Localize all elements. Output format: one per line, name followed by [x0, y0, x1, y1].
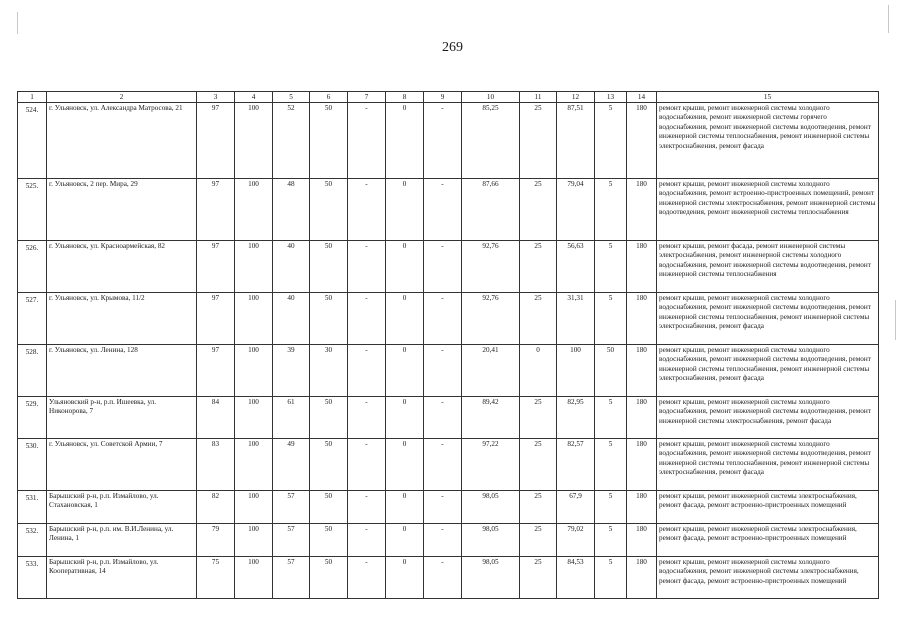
column-header: 15: [657, 92, 879, 103]
table-row: [18, 293, 879, 345]
value-cell: 100: [235, 103, 273, 179]
value-cell: -: [424, 397, 462, 439]
value-cell: -: [424, 293, 462, 345]
value-cell: -: [424, 345, 462, 397]
row-number: 527.: [18, 293, 47, 345]
value-cell: 92,76: [462, 293, 520, 345]
table-row: [18, 241, 879, 293]
value-cell: 25: [520, 179, 557, 241]
table-row: [18, 345, 879, 397]
column-header: 7: [348, 92, 386, 103]
value-cell: 20,41: [462, 345, 520, 397]
page-number: 269: [442, 40, 463, 55]
value-cell: 100: [235, 397, 273, 439]
table-row: [18, 103, 879, 179]
column-header: 13: [595, 92, 627, 103]
row-number: 532.: [18, 524, 47, 557]
row-number: 528.: [18, 345, 47, 397]
value-cell: 25: [520, 439, 557, 491]
value-cell: 57: [273, 524, 310, 557]
value-cell: 83: [197, 439, 235, 491]
value-cell: 97: [197, 345, 235, 397]
value-cell: -: [424, 524, 462, 557]
value-cell: 82,57: [557, 439, 595, 491]
value-cell: 79,04: [557, 179, 595, 241]
value-cell: 25: [520, 557, 557, 599]
column-header: 1: [18, 92, 47, 103]
column-header: 10: [462, 92, 520, 103]
value-cell: 25: [520, 524, 557, 557]
value-cell: 100: [235, 241, 273, 293]
address-cell: Ульяновский р-н, р.п. Ишеевка, ул. Никонорова, 7: [47, 397, 197, 439]
works-cell: ремонт крыши, ремонт инженерной системы холодного водоснабжения, ремонт инженерной системы водоотведения, ремонт инженерной системы теплоснабжения, ремонт инженерной системы электроснабжения, ремонт фасада: [657, 439, 879, 491]
column-header: 8: [386, 92, 424, 103]
value-cell: 39: [273, 345, 310, 397]
value-cell: -: [348, 241, 386, 293]
table-row: [18, 179, 879, 241]
column-header: 12: [557, 92, 595, 103]
value-cell: -: [424, 557, 462, 599]
value-cell: 79: [197, 524, 235, 557]
value-cell: 25: [520, 491, 557, 524]
value-cell: -: [424, 491, 462, 524]
value-cell: -: [348, 179, 386, 241]
value-cell: 25: [520, 397, 557, 439]
value-cell: 84: [197, 397, 235, 439]
value-cell: 82,95: [557, 397, 595, 439]
table-row: [18, 491, 879, 524]
value-cell: -: [348, 345, 386, 397]
address-cell: г. Ульяновск, ул. Крымова, 11/2: [47, 293, 197, 345]
address-cell: Барышский р-н, р.п. Измайлово, ул. Стахановская, 1: [47, 491, 197, 524]
value-cell: 5: [595, 397, 627, 439]
scan-edge-mark: [17, 12, 18, 34]
value-cell: 0: [386, 293, 424, 345]
value-cell: 5: [595, 293, 627, 345]
value-cell: 100: [235, 557, 273, 599]
value-cell: 180: [627, 293, 657, 345]
table-row: [18, 397, 879, 439]
value-cell: 97: [197, 103, 235, 179]
value-cell: 0: [386, 557, 424, 599]
value-cell: 180: [627, 557, 657, 599]
repair-program-table: [17, 91, 879, 599]
value-cell: 50: [595, 345, 627, 397]
repair-program-table-wrapper: [17, 91, 878, 599]
value-cell: 50: [310, 439, 348, 491]
row-number: 526.: [18, 241, 47, 293]
address-cell: г. Ульяновск, ул. Советской Армии, 7: [47, 439, 197, 491]
value-cell: 84,53: [557, 557, 595, 599]
value-cell: -: [424, 179, 462, 241]
value-cell: 98,05: [462, 491, 520, 524]
address-cell: Барышский р-н, р.п. им. В.И.Ленина, ул. Ленина, 1: [47, 524, 197, 557]
value-cell: -: [348, 524, 386, 557]
scan-edge-mark: [895, 300, 896, 340]
works-cell: ремонт крыши, ремонт инженерной системы холодного водоснабжения, ремонт инженерной системы электроснабжения, ремонт фасада, ремонт встроенно-пристроенных помещений: [657, 557, 879, 599]
value-cell: -: [348, 491, 386, 524]
value-cell: 75: [197, 557, 235, 599]
works-cell: ремонт крыши, ремонт инженерной системы электроснабжения, ремонт фасада, ремонт встроенно-пристроенных помещений: [657, 491, 879, 524]
value-cell: 0: [386, 103, 424, 179]
works-cell: ремонт крыши, ремонт инженерной системы холодного водоснабжения, ремонт инженерной системы горячего водоснабжения, ремонт инженерной системы водоотведения, ремонт инженерной системы теплоснабжения, ремонт инженерной системы электроснабжения, ремонт фасада: [657, 103, 879, 179]
value-cell: 25: [520, 103, 557, 179]
value-cell: 180: [627, 345, 657, 397]
value-cell: -: [348, 557, 386, 599]
works-cell: ремонт крыши, ремонт инженерной системы холодного водоснабжения, ремонт инженерной системы водоотведения, ремонт инженерной системы теплоснабжения, ремонт инженерной системы электроснабжения, ремонт фасада: [657, 293, 879, 345]
address-cell: г. Ульяновск, 2 пер. Мира, 29: [47, 179, 197, 241]
value-cell: 87,51: [557, 103, 595, 179]
value-cell: 61: [273, 397, 310, 439]
value-cell: 0: [386, 491, 424, 524]
value-cell: 50: [310, 397, 348, 439]
value-cell: 0: [386, 439, 424, 491]
value-cell: 5: [595, 103, 627, 179]
value-cell: 100: [235, 293, 273, 345]
value-cell: 180: [627, 524, 657, 557]
value-cell: 82: [197, 491, 235, 524]
value-cell: 100: [235, 345, 273, 397]
works-cell: ремонт крыши, ремонт инженерной системы холодного водоснабжения, ремонт встроенно-пристроенных помещений, ремонт инженерной системы электроснабжения, ремонт инженерной системы водоотведения, ремонт инженерной системы теплоснабжения: [657, 179, 879, 241]
value-cell: 50: [310, 491, 348, 524]
column-number-row: [18, 92, 879, 103]
value-cell: 50: [310, 241, 348, 293]
value-cell: 180: [627, 397, 657, 439]
value-cell: 25: [520, 241, 557, 293]
value-cell: -: [424, 241, 462, 293]
value-cell: 0: [386, 241, 424, 293]
scan-edge-mark: [888, 5, 889, 33]
value-cell: 0: [386, 345, 424, 397]
value-cell: 180: [627, 491, 657, 524]
value-cell: 5: [595, 524, 627, 557]
value-cell: 50: [310, 557, 348, 599]
column-header: 14: [627, 92, 657, 103]
value-cell: 48: [273, 179, 310, 241]
works-cell: ремонт крыши, ремонт инженерной системы холодного водоснабжения, ремонт инженерной системы водоотведения, ремонт инженерной системы теплоснабжения, ремонт инженерной системы электроснабжения, ремонт фасада: [657, 345, 879, 397]
value-cell: 100: [235, 439, 273, 491]
address-cell: г. Ульяновск, ул. Ленина, 128: [47, 345, 197, 397]
value-cell: 5: [595, 241, 627, 293]
value-cell: 50: [310, 293, 348, 345]
value-cell: 5: [595, 557, 627, 599]
row-number: 533.: [18, 557, 47, 599]
value-cell: 50: [310, 524, 348, 557]
value-cell: 67,9: [557, 491, 595, 524]
value-cell: 97: [197, 293, 235, 345]
value-cell: 50: [310, 103, 348, 179]
address-cell: г. Ульяновск, ул. Красноармейская, 82: [47, 241, 197, 293]
row-number: 524.: [18, 103, 47, 179]
address-cell: г. Ульяновск, ул. Александра Матросова, 21: [47, 103, 197, 179]
value-cell: 180: [627, 179, 657, 241]
value-cell: 0: [386, 179, 424, 241]
value-cell: 0: [386, 524, 424, 557]
row-number: 531.: [18, 491, 47, 524]
table-row: [18, 524, 879, 557]
value-cell: 97: [197, 179, 235, 241]
value-cell: 0: [386, 397, 424, 439]
value-cell: 50: [310, 179, 348, 241]
value-cell: -: [348, 397, 386, 439]
value-cell: 5: [595, 179, 627, 241]
works-cell: ремонт крыши, ремонт инженерной системы электроснабжения, ремонт фасада, ремонт встроенно-пристроенных помещений: [657, 524, 879, 557]
value-cell: -: [348, 293, 386, 345]
row-number: 530.: [18, 439, 47, 491]
value-cell: 180: [627, 103, 657, 179]
value-cell: 0: [520, 345, 557, 397]
value-cell: 57: [273, 491, 310, 524]
value-cell: 5: [595, 491, 627, 524]
value-cell: -: [348, 439, 386, 491]
value-cell: 30: [310, 345, 348, 397]
value-cell: 52: [273, 103, 310, 179]
value-cell: 97,22: [462, 439, 520, 491]
value-cell: 100: [557, 345, 595, 397]
value-cell: 180: [627, 439, 657, 491]
value-cell: 180: [627, 241, 657, 293]
value-cell: 89,42: [462, 397, 520, 439]
value-cell: 98,05: [462, 557, 520, 599]
value-cell: 25: [520, 293, 557, 345]
value-cell: 5: [595, 439, 627, 491]
value-cell: 87,66: [462, 179, 520, 241]
value-cell: 98,05: [462, 524, 520, 557]
table-row: [18, 439, 879, 491]
table-row: [18, 557, 879, 599]
works-cell: ремонт крыши, ремонт инженерной системы холодного водоснабжения, ремонт инженерной системы водоотведения, ремонт инженерной системы электроснабжения, ремонт фасада: [657, 397, 879, 439]
column-header: 6: [310, 92, 348, 103]
value-cell: 79,02: [557, 524, 595, 557]
value-cell: 100: [235, 179, 273, 241]
column-header: 5: [273, 92, 310, 103]
value-cell: 100: [235, 524, 273, 557]
row-number: 529.: [18, 397, 47, 439]
value-cell: -: [424, 103, 462, 179]
value-cell: 57: [273, 557, 310, 599]
column-header: 9: [424, 92, 462, 103]
column-header: 3: [197, 92, 235, 103]
value-cell: -: [424, 439, 462, 491]
column-header: 11: [520, 92, 557, 103]
value-cell: -: [348, 103, 386, 179]
value-cell: 56,63: [557, 241, 595, 293]
column-header: 4: [235, 92, 273, 103]
value-cell: 92,76: [462, 241, 520, 293]
value-cell: 100: [235, 491, 273, 524]
value-cell: 40: [273, 241, 310, 293]
row-number: 525.: [18, 179, 47, 241]
works-cell: ремонт крыши, ремонт фасада, ремонт инженерной системы электроснабжения, ремонт инженерной системы холодного водоснабжения, ремонт инженерной системы водоотведения, ремонт инженерной системы теплоснабжения: [657, 241, 879, 293]
column-header: 2: [47, 92, 197, 103]
value-cell: 40: [273, 293, 310, 345]
value-cell: 31,31: [557, 293, 595, 345]
value-cell: 49: [273, 439, 310, 491]
value-cell: 97: [197, 241, 235, 293]
value-cell: 85,25: [462, 103, 520, 179]
address-cell: Барышский р-н, р.п. Измайлово, ул. Кооперативная, 14: [47, 557, 197, 599]
